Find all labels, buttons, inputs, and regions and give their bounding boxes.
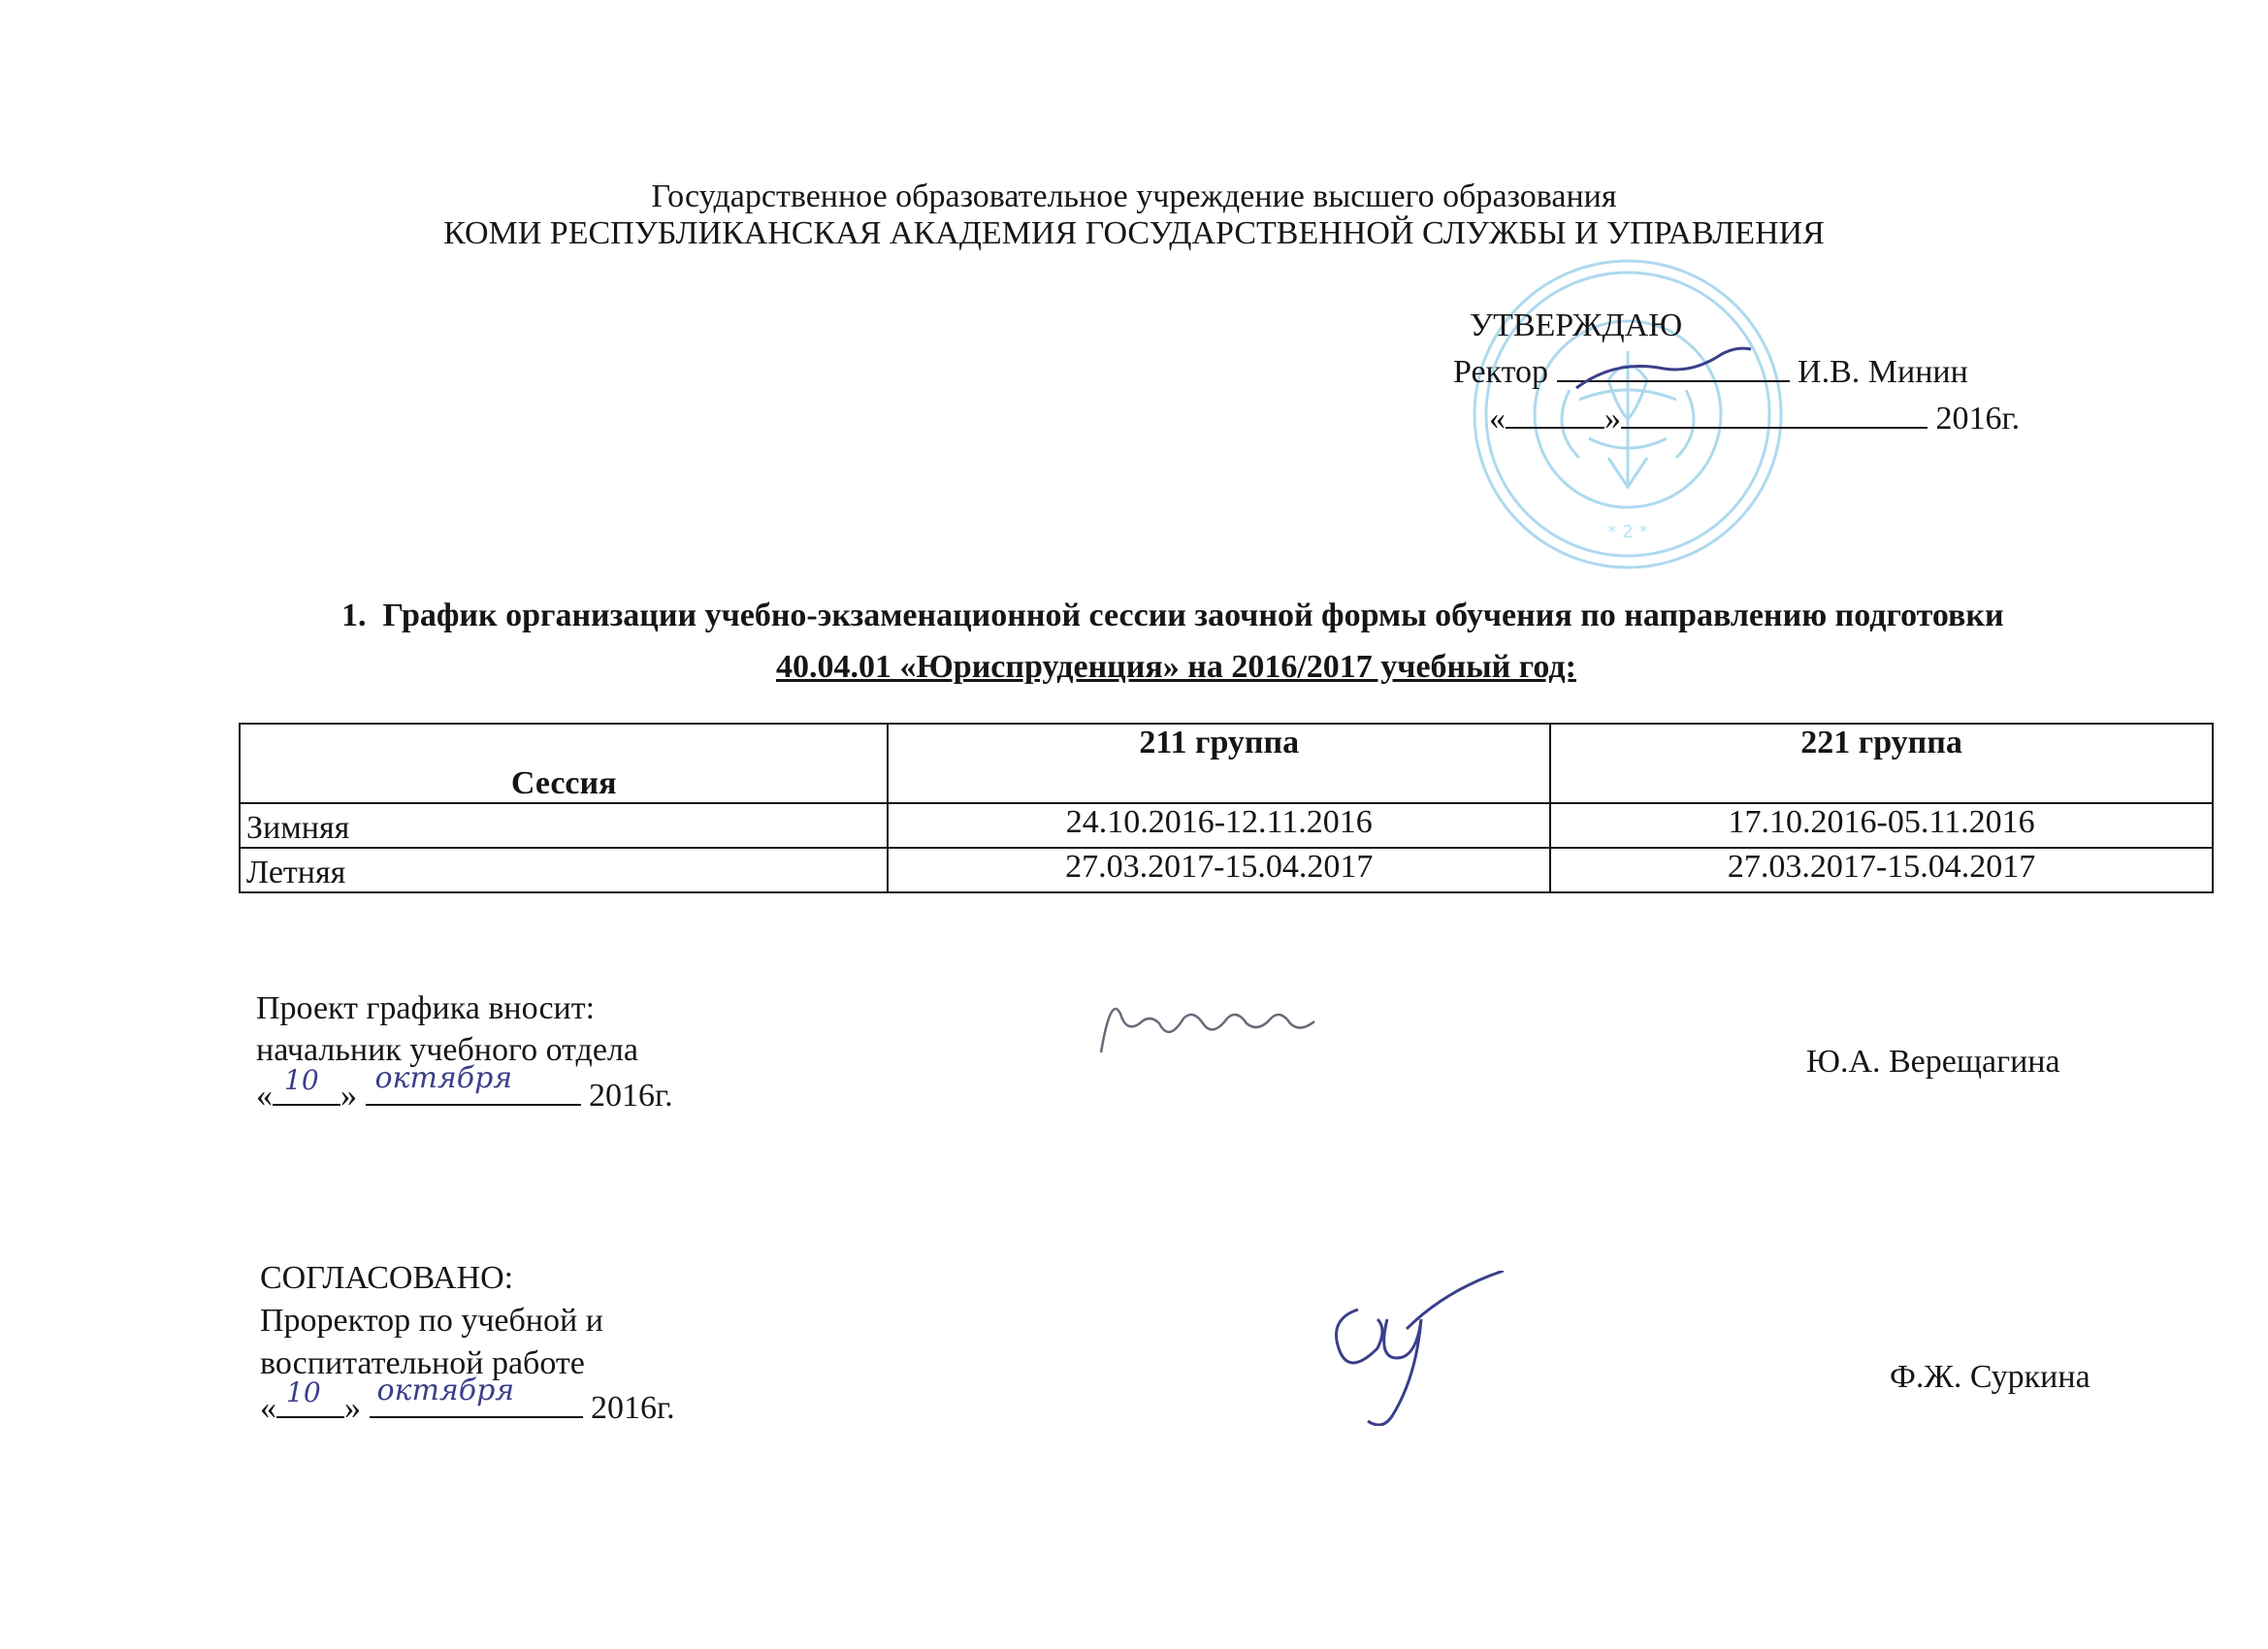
- section-subtitle: 40.04.01 «Юриспруденция» на 2016/2017 учебный год:: [776, 649, 1576, 685]
- session-dates-211: 27.03.2017-15.04.2017: [888, 848, 1550, 892]
- agreed-line2: воспитательной работе: [260, 1345, 585, 1381]
- agreed-signature: [1319, 1271, 1513, 1426]
- project-label: Проект графика вносит:: [256, 990, 596, 1026]
- table-row: [240, 848, 2213, 892]
- institution-name: КОМИ РЕСПУБЛИКАНСКАЯ АКАДЕМИЯ ГОСУДАРСТВЕННОЙ СЛУЖБЫ И УПРАВЛЕНИЯ: [443, 215, 1825, 251]
- approval-quote-open: «: [1489, 401, 1506, 436]
- rector-signature: [1571, 344, 1756, 403]
- project-month-handwritten: октября: [374, 1061, 513, 1095]
- section-title-line1: График организации учебно-экзаменационной сессии заочной формы обучения по направлению подготовки: [382, 598, 2004, 633]
- agreed-date-line: « 10 » октября 2016г.: [260, 1374, 675, 1426]
- project-year: 2016г.: [589, 1078, 673, 1114]
- project-date-line: « 10 » октября 2016г.: [256, 1061, 673, 1114]
- agreed-name: Ф.Ж. Суркина: [1890, 1359, 2090, 1395]
- table-row: [240, 803, 2213, 848]
- agreed-day-handwritten: 10: [286, 1376, 321, 1408]
- project-role: начальник учебного отдела: [256, 1032, 638, 1068]
- project-day-handwritten: 10: [284, 1064, 319, 1096]
- agreed-month-blank: [370, 1374, 583, 1418]
- header-group-211: 211 группа: [888, 724, 1550, 803]
- agreed-title: СОГЛАСОВАНО:: [260, 1260, 514, 1296]
- header-group-221: 221 группа: [1550, 724, 2213, 803]
- approval-date-line: [1489, 398, 2020, 438]
- approval-quote-close: »: [1604, 401, 1621, 436]
- svg-text:* 2 *: * 2 *: [1607, 522, 1648, 542]
- project-signature: [1091, 985, 1353, 1072]
- agreed-line1: Проректор по учебной и: [260, 1303, 603, 1339]
- agreed-day-blank: [276, 1376, 344, 1418]
- header-session: Сессия: [240, 724, 888, 803]
- approval-year: 2016г.: [1935, 401, 2021, 436]
- session-dates-211: 24.10.2016-12.11.2016: [888, 803, 1550, 848]
- session-name: Зимняя: [240, 803, 888, 848]
- project-name: Ю.А. Верещагина: [1806, 1044, 2060, 1080]
- section-number: 1.: [341, 598, 367, 633]
- approval-name: И.В. Минин: [1798, 354, 1968, 390]
- agreed-month-handwritten: октября: [376, 1374, 515, 1407]
- agreed-year: 2016г.: [591, 1390, 675, 1426]
- institution-type: Государственное образовательное учреждение высшего образования: [651, 178, 1617, 214]
- project-day-blank: [273, 1064, 340, 1106]
- session-dates-221: 27.03.2017-15.04.2017: [1550, 848, 2213, 892]
- approval-title: УТВЕРЖДАЮ: [1470, 307, 1683, 343]
- project-month-blank: [366, 1061, 581, 1106]
- session-dates-221: 17.10.2016-05.11.2016: [1550, 803, 2213, 848]
- schedule-table: [239, 723, 2214, 893]
- approval-role: Ректор: [1453, 354, 1549, 390]
- session-name: Летняя: [240, 848, 888, 892]
- section-title: [341, 597, 2004, 635]
- table-header-row: [240, 724, 2213, 803]
